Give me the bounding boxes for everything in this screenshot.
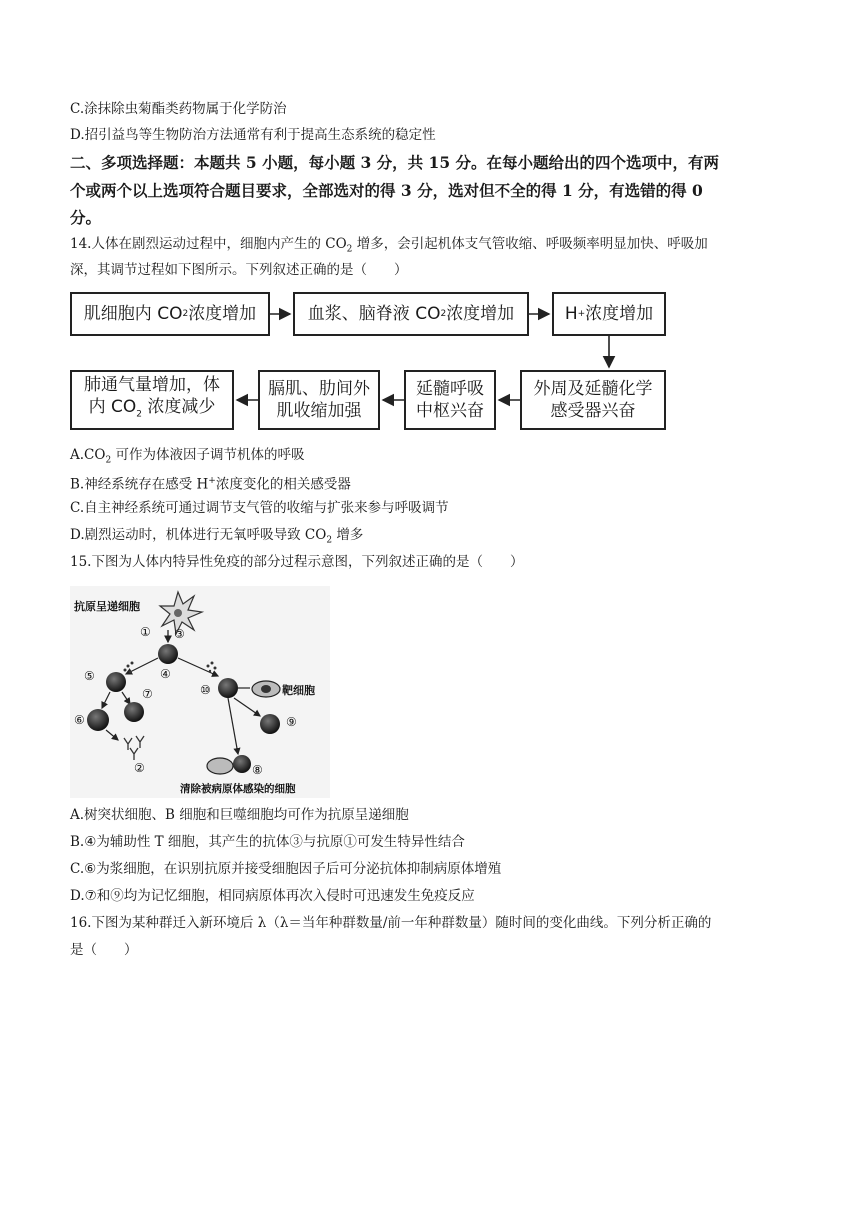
label-clear: 清除被病原体感染的细胞	[180, 783, 296, 795]
flow-arrows	[0, 0, 860, 460]
infected-cell-icon	[207, 758, 233, 774]
label-apc: 抗原呈递细胞	[74, 600, 140, 613]
label-n8: ⑧	[252, 763, 263, 777]
q14-stem-line-1: 14.人体在剧烈运动过程中，细胞内产生的 $CO_2$ 增多，会引起机体支气管收缩、呼吸频率明显加快、呼吸加	[70, 236, 708, 255]
b-cell-icon	[106, 672, 126, 692]
label-n4: ④	[160, 667, 171, 681]
label-n7: ⑦	[142, 687, 153, 701]
q14-option-b: B.神经系统存在感受 H+浓度变化的相关感受器	[70, 476, 351, 493]
flow-box-muscle-co2: 肌细胞内 CO 2 浓度增加	[70, 292, 270, 336]
q13-option-c: C.涂抹除虫菊酯类药物属于化学防治	[70, 101, 287, 117]
memory-t-cell-icon	[260, 714, 280, 734]
helper-t-cell-icon	[158, 644, 178, 664]
q13-option-d: D.招引益鸟等生物防治方法通常有利于提高生态系统的稳定性	[70, 127, 436, 143]
flow-box-chemoreceptor: 外周及延髓化学 感受器兴奋	[520, 370, 666, 430]
label-n5: ⑤	[84, 669, 95, 683]
label-n6: ⑥	[74, 713, 85, 727]
q14-stem-line-2: 深，其调节过程如下图所示。下列叙述正确的是（ ）	[70, 262, 408, 278]
q14-option-c: C.自主神经系统可通过调节支气管的收缩与扩张来参与呼吸调节	[70, 500, 449, 516]
immune-response-figure	[70, 586, 330, 798]
q14-option-d: D.剧烈运动时，机体进行无氧呼吸导致 $CO_2$ 增多	[70, 527, 364, 546]
flow-box-respiratory-center: 延髓呼吸 中枢兴奋	[404, 370, 496, 430]
label-n1: ①	[140, 625, 151, 639]
cytotoxic-t-cell-icon	[218, 678, 238, 698]
flow-box-diaphragm: 膈肌、肋间外 肌收缩加强	[258, 370, 380, 430]
label-n10: ⑩	[200, 683, 211, 697]
effector-t-cell-icon	[233, 755, 251, 773]
flow-box-lung-ventilation: 肺通气量增加，体 内 $CO_2$ 浓度减少	[70, 370, 234, 430]
label-target: 靶细胞	[282, 684, 315, 697]
section-title-line-2: 个或两个以上选项符合题目要求，全部选对的得 3 分，选对但不全的得 1 分，有选错的得 0	[70, 181, 703, 200]
flow-box-plasma-co2: 血浆、脑脊液 CO 2 浓度增加	[293, 292, 529, 336]
section-title-line-1: 二、多项选择题：本题共 5 小题，每小题 3 分，共 15 分。在每小题给出的四个选项中，有两	[70, 153, 720, 172]
memory-b-cell-icon	[124, 702, 144, 722]
flow-box-h-ion: H + 浓度增加	[552, 292, 666, 336]
label-n2: ②	[134, 761, 145, 775]
q14-option-a: $A.CO_2$ 可作为体液因子调节机体的呼吸	[70, 447, 305, 466]
label-n3: ③	[174, 627, 185, 641]
label-n9: ⑨	[286, 715, 297, 729]
q15-option-b: B.④为辅助性 T 细胞，其产生的抗体③与抗原①可发生特异性结合	[70, 834, 465, 850]
q16-stem-line-2: 是（ ）	[70, 942, 138, 958]
plasma-cell-icon	[87, 709, 109, 731]
section-title-line-3: 分。	[70, 208, 102, 227]
q15-option-d: D.⑦和⑨均为记忆细胞，相同病原体再次入侵时可迅速发生免疫反应	[70, 888, 475, 904]
q15-option-a: A.树突状细胞、B 细胞和巨噬细胞均可作为抗原呈递细胞	[70, 807, 409, 823]
q15-option-c: C.⑥为浆细胞，在识别抗原并接受细胞因子后可分泌抗体抑制病原体增殖	[70, 861, 502, 877]
q16-stem-line-1: 16.下图为某种群迁入新环境后 λ（λ＝当年种群数量/前一年种群数量）随时间的变化曲线。下列分析正确的	[70, 915, 712, 931]
q15-stem: 15.下图为人体内特异性免疫的部分过程示意图，下列叙述正确的是（ ）	[70, 554, 524, 570]
